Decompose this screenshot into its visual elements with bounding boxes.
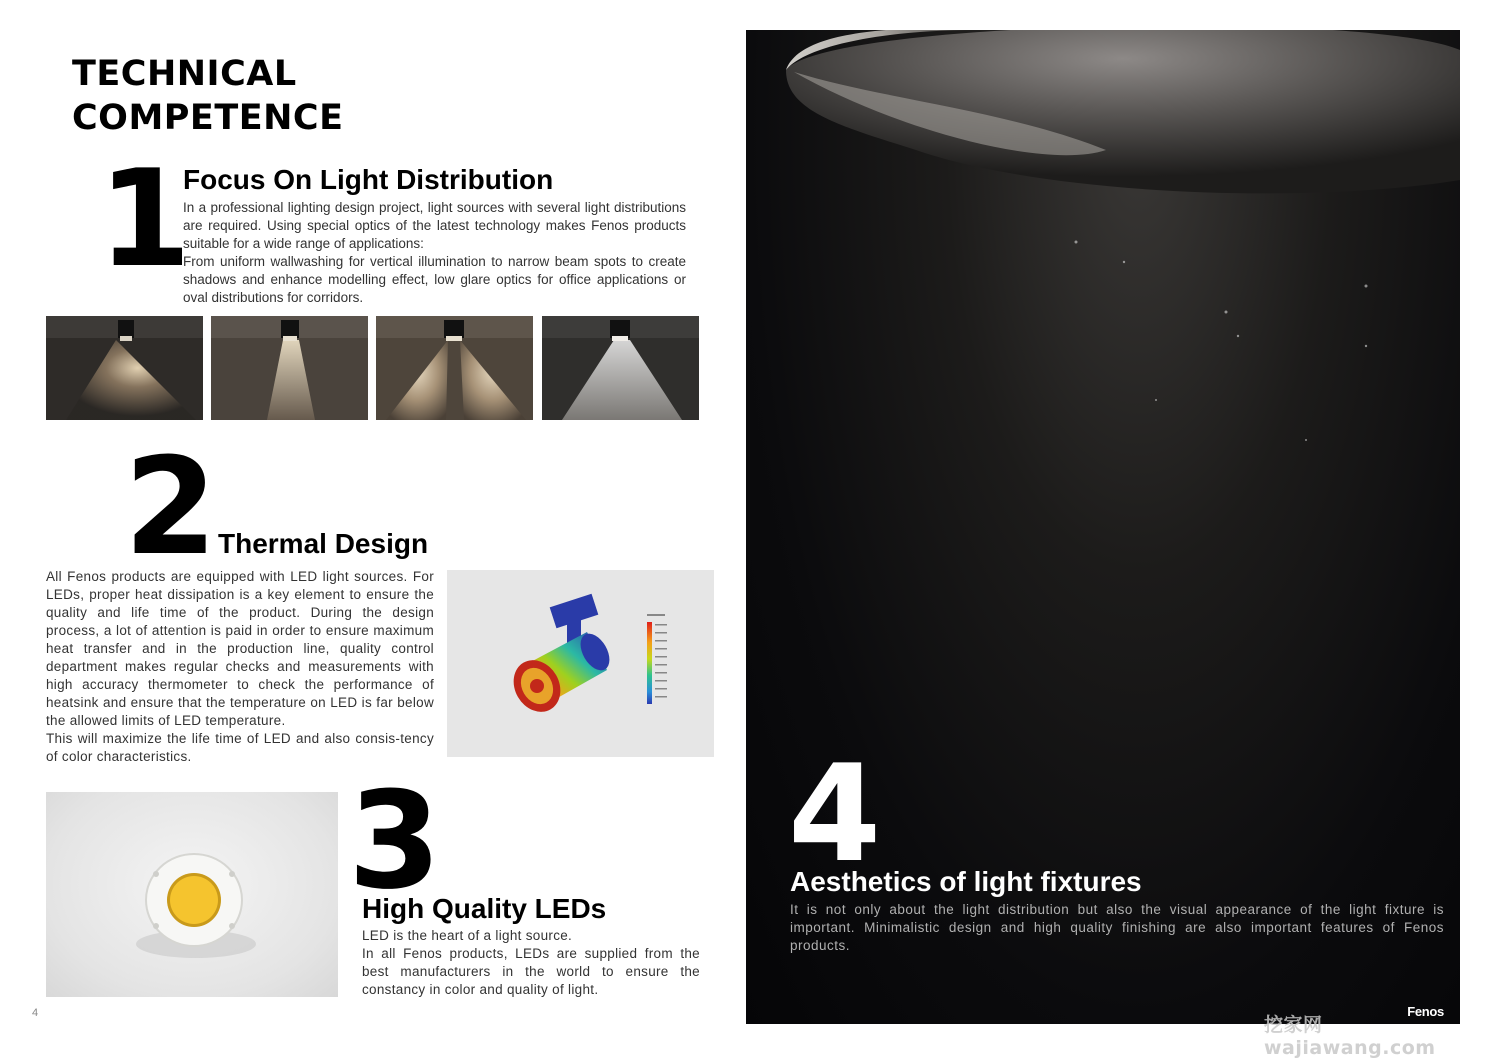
- section1-number: 1: [98, 141, 192, 297]
- page-title-line1: TECHNICAL: [72, 54, 297, 94]
- watermark: 挖家网 wajiawang.com: [1264, 1014, 1436, 1059]
- section2-heading: Thermal Design: [218, 528, 429, 559]
- section3-number: 3: [348, 763, 442, 919]
- distribution-photo-wide-beam: [542, 316, 699, 420]
- section2-para1: All Fenos products are equipped with LED light sources. For LEDs, proper heat dissipation is a key element to ensure the quality and life time of the product. During the design process, a lot of attention is paid in order to ensure maximum heat transfer and in the production line, quality control department makes regular checks and measurements with high accuracy thermometer to check the performance of heatsink and ensure that the temperature on LED is far below the allowed limits of LED temperature.: [46, 569, 434, 728]
- page-title-line2: COMPETENCE: [72, 98, 344, 138]
- thermal-simulation-image: [447, 570, 714, 757]
- led-chip-image: [46, 792, 338, 997]
- page-number: 4: [32, 1007, 39, 1019]
- section4-heading: Aesthetics of light fixtures: [790, 866, 1142, 897]
- section4-body: [790, 901, 1444, 955]
- section3-body: [362, 927, 700, 999]
- brand-logo: Fenos: [1407, 1004, 1444, 1019]
- distribution-photo-narrow-beam: [211, 316, 368, 420]
- section2-number: 2: [124, 429, 218, 585]
- section2-body: [46, 568, 434, 766]
- distribution-photo-wallwash: [46, 316, 203, 420]
- page-title: [72, 52, 344, 140]
- section1-heading: Focus On Light Distribution: [183, 164, 554, 195]
- section3-para1: LED is the heart of a light source.: [362, 928, 573, 943]
- section4-number: 4: [788, 736, 882, 892]
- section3-heading: High Quality LEDs: [362, 893, 607, 924]
- section3-para2: In all Fenos products, LEDs are supplied from the best manufacturers in the world to ensure the constancy in color and quality of light.: [362, 946, 700, 997]
- section1-para2: From uniform wallwashing for vertical illumination to narrow beam spots to create shadows and enhance modelling effect, low glare optics for office applications or oval distributions for corridors.: [183, 254, 686, 305]
- section2-para2: This will maximize the life time of LED and also consis-tency of color characteristics.: [46, 731, 434, 764]
- section4-para1: It is not only about the light distribution but also the visual appearance of the light fixture is important. Minimalistic design and high quality finishing are also important features of Fenos products.: [790, 902, 1444, 953]
- section1-body: [183, 199, 686, 307]
- distribution-photo-oval: [376, 316, 533, 420]
- fixture-detail-photo: [746, 30, 1460, 1024]
- section1-para1: In a professional lighting design project, light sources with several light distributions are required. Using special optics of the latest technology makes Fenos products suitable for a wide range of applications:: [183, 200, 686, 251]
